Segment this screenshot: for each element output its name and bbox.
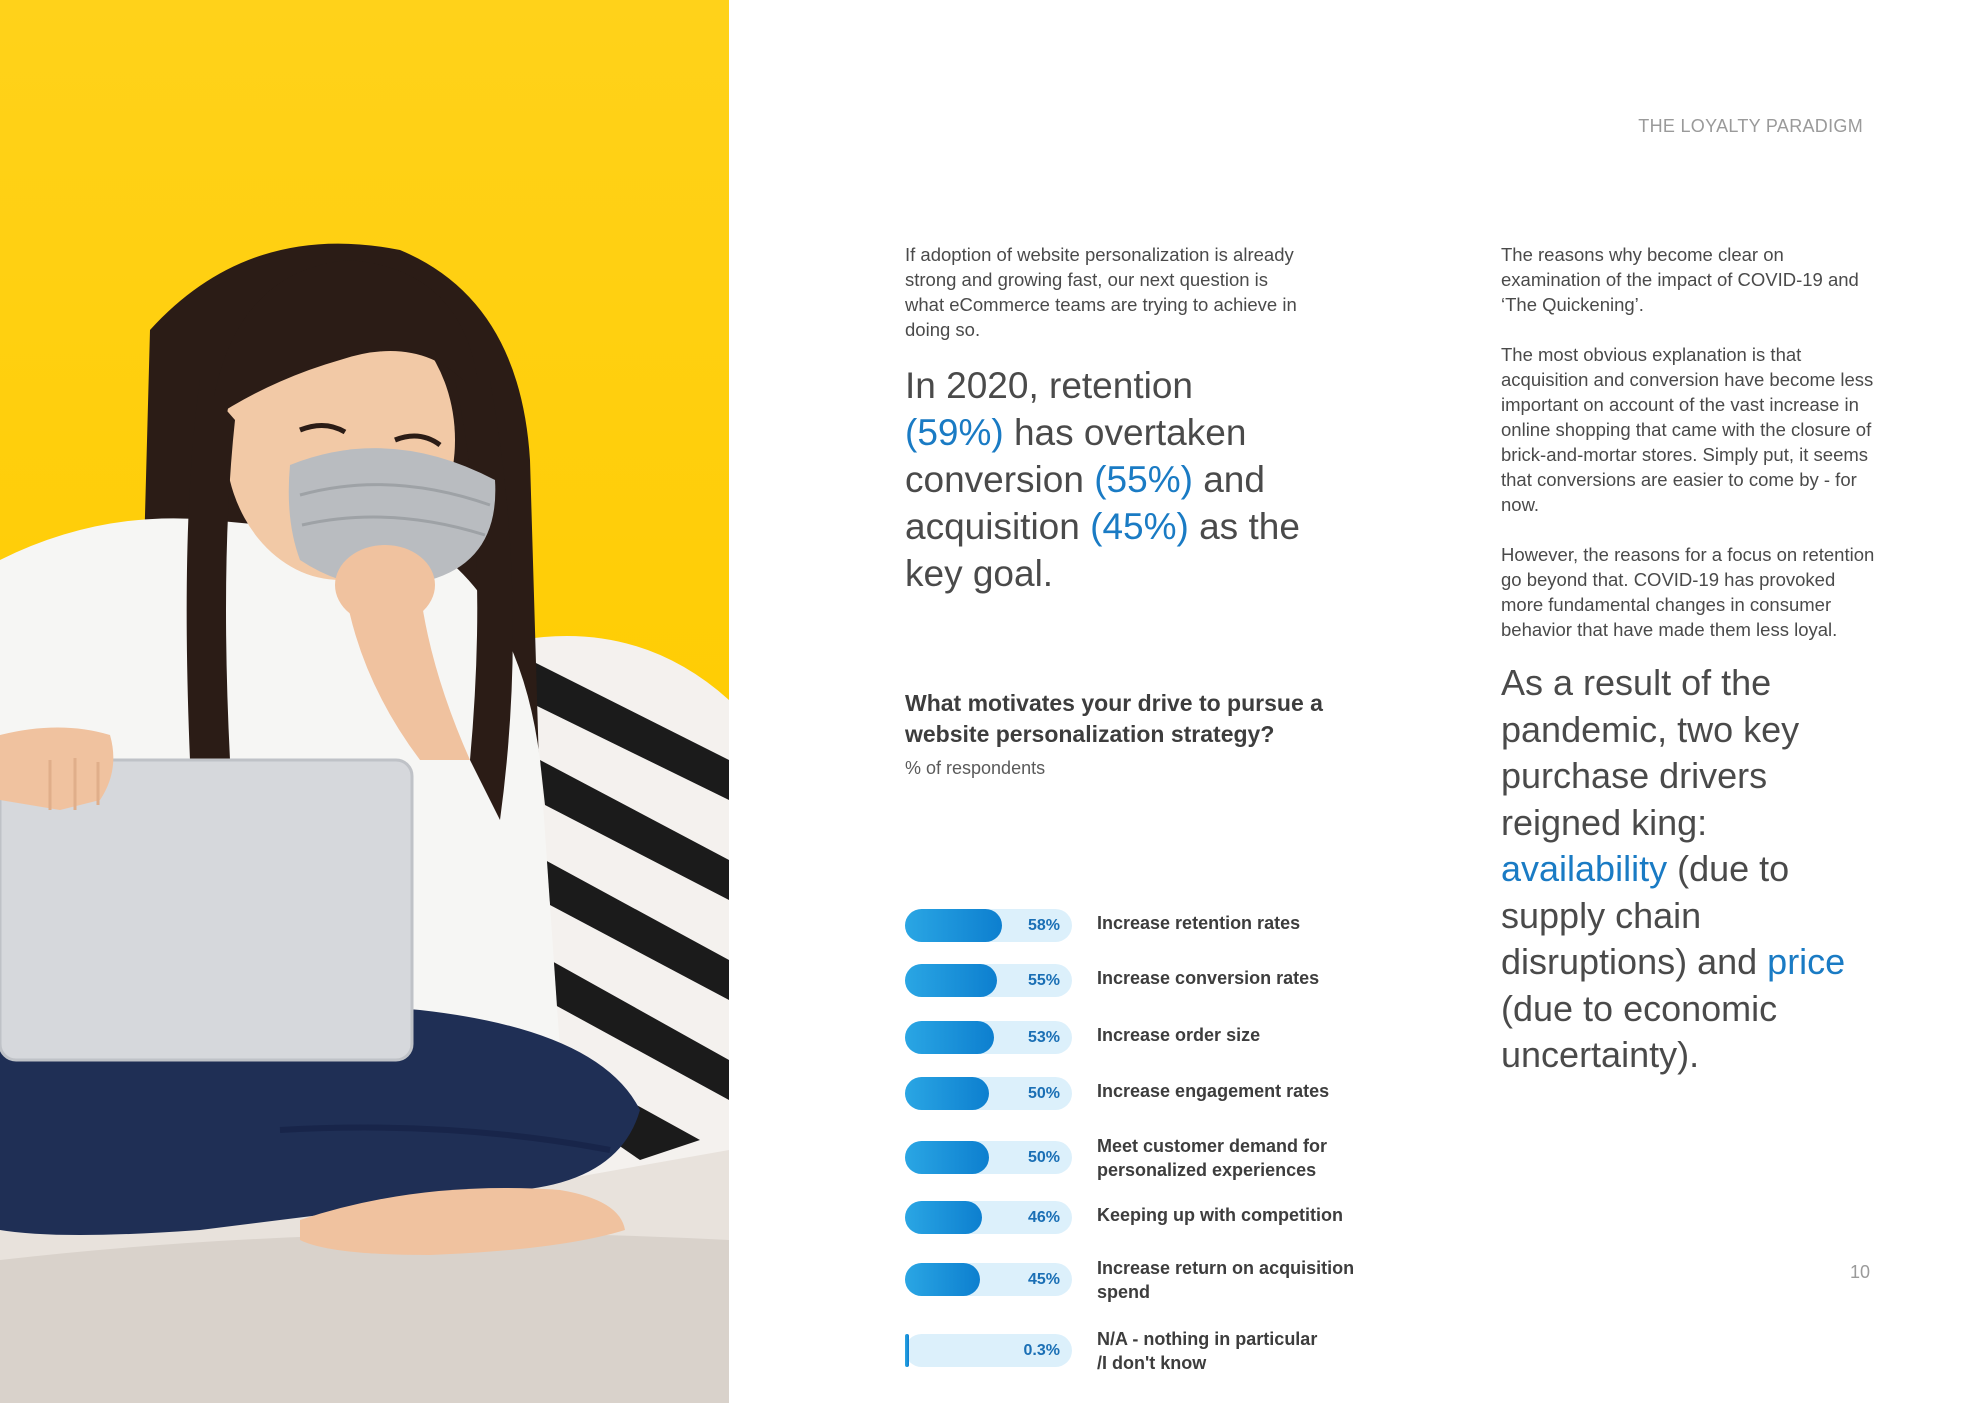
- pull-quote: [1501, 660, 1881, 1079]
- headline-text-4: as the key goal.: [905, 506, 1300, 594]
- bar-value-label: 45%: [1027, 1271, 1060, 1288]
- bar-category-label: [1097, 911, 1397, 935]
- bar-category-label: [1097, 1023, 1397, 1047]
- paragraph-2: The most obvious explanation is that acquisition and conversion have become less important on account of the vast increase in online shopping that came with the closure of brick-and-mortar stores. Simply put, it seems that conversions are easier to come by - for now.: [1501, 344, 1874, 515]
- chart-subtitle: % of respondents: [905, 758, 1046, 778]
- bar-category-label-line: Meet customer demand for: [1097, 1136, 1328, 1156]
- bar-track: [905, 964, 1072, 997]
- bar-track: [905, 1201, 1072, 1234]
- bar-value-label: 53%: [1027, 1029, 1060, 1046]
- bar-track: [905, 1021, 1072, 1054]
- bar-track: [905, 1141, 1072, 1174]
- headline-text-1: In 2020, retention: [905, 365, 1193, 406]
- bar-category-label-line: spend: [1097, 1282, 1151, 1302]
- quote-text-3: (due to economic uncertainty).: [1501, 987, 1778, 1075]
- left-text-column: [905, 242, 1305, 597]
- bar-track: [905, 1334, 1072, 1367]
- intro-paragraph: If adoption of website personalization is already strong and growing fast, our next question is what eCommerce teams are trying to achieve in doing so.: [905, 244, 1297, 340]
- bar-category-label-line: Increase engagement rates: [1097, 1081, 1330, 1101]
- woman-with-laptop-illustration: [0, 0, 729, 1403]
- bar-category-label: [1097, 1256, 1397, 1304]
- paragraph-1: The reasons why become clear on examination of the impact of COVID-19 and ‘The Quickening’.: [1501, 244, 1859, 315]
- bar-value-label: 46%: [1027, 1209, 1060, 1226]
- bar-category-label-line: /I don't know: [1097, 1353, 1207, 1373]
- bar-category-label: [1097, 1079, 1397, 1103]
- bar-value-label: 55%: [1027, 972, 1060, 989]
- bar-value-label: 50%: [1027, 1085, 1060, 1102]
- bar-fill: [905, 1077, 989, 1110]
- bar-track: [905, 1263, 1072, 1296]
- bar-fill: [905, 909, 1002, 942]
- chart-rows: [905, 779, 1405, 1373]
- bar-category-label-line: Increase order size: [1097, 1025, 1261, 1045]
- headline-retention-stat: (59%): [905, 412, 1004, 453]
- bar-track: [905, 909, 1072, 942]
- bar-category-label-line: Increase conversion rates: [1097, 968, 1320, 988]
- headline-acquisition-stat: (45%): [1090, 506, 1189, 547]
- bar-track: [905, 1077, 1072, 1110]
- bar-category-label-line: Increase retention rates: [1097, 913, 1301, 933]
- headline-conversion-stat: (55%): [1094, 459, 1193, 500]
- quote-text-2: (due to supply chain disruptions) and: [1501, 848, 1790, 982]
- bar-fill: [905, 1201, 982, 1234]
- bar-category-label-line: Increase return on acquisition: [1097, 1258, 1355, 1278]
- bar-category-label-line: personalized experiences: [1097, 1160, 1317, 1180]
- page-number: 10: [1850, 1262, 1871, 1282]
- hero-photo: [0, 0, 729, 1403]
- motivation-bar-chart: [905, 688, 1405, 1373]
- headline-text-3: and acquisition: [905, 459, 1265, 547]
- chart-title: What motivates your drive to pursue a website personalization strategy?: [905, 690, 1323, 747]
- headline-statement: [905, 362, 1305, 597]
- bar-value-label: 0.3%: [1023, 1342, 1060, 1359]
- bar-category-label-line: N/A - nothing in particular: [1097, 1329, 1318, 1349]
- bar-value-label: 58%: [1027, 917, 1060, 934]
- bar-category-label: [1097, 966, 1397, 990]
- quote-availability: availability: [1501, 848, 1668, 889]
- bar-value-label: 50%: [1027, 1149, 1060, 1166]
- bar-fill: [905, 1021, 994, 1054]
- running-header: THE LOYALTY PARADIGM: [1638, 116, 1863, 136]
- bar-category-label: [1097, 1134, 1397, 1182]
- bar-fill: [905, 1334, 909, 1367]
- bar-category-label: [1097, 1327, 1397, 1375]
- quote-price: price: [1767, 941, 1846, 982]
- bar-fill: [905, 964, 997, 997]
- bar-fill: [905, 1141, 989, 1174]
- bar-fill: [905, 1263, 980, 1296]
- headline-text-2: has overtaken conversion: [905, 412, 1247, 500]
- bar-category-label-line: Keeping up with competition: [1097, 1205, 1343, 1225]
- right-text-column: [1501, 242, 1881, 1079]
- bar-category-label: [1097, 1203, 1397, 1227]
- quote-text-1: As a result of the pandemic, two key purchase drivers reigned king:: [1501, 662, 1800, 843]
- paragraph-3: However, the reasons for a focus on retention go beyond that. COVID-19 has provoked more fundamental changes in consumer behavior that have made them less loyal.: [1501, 544, 1875, 640]
